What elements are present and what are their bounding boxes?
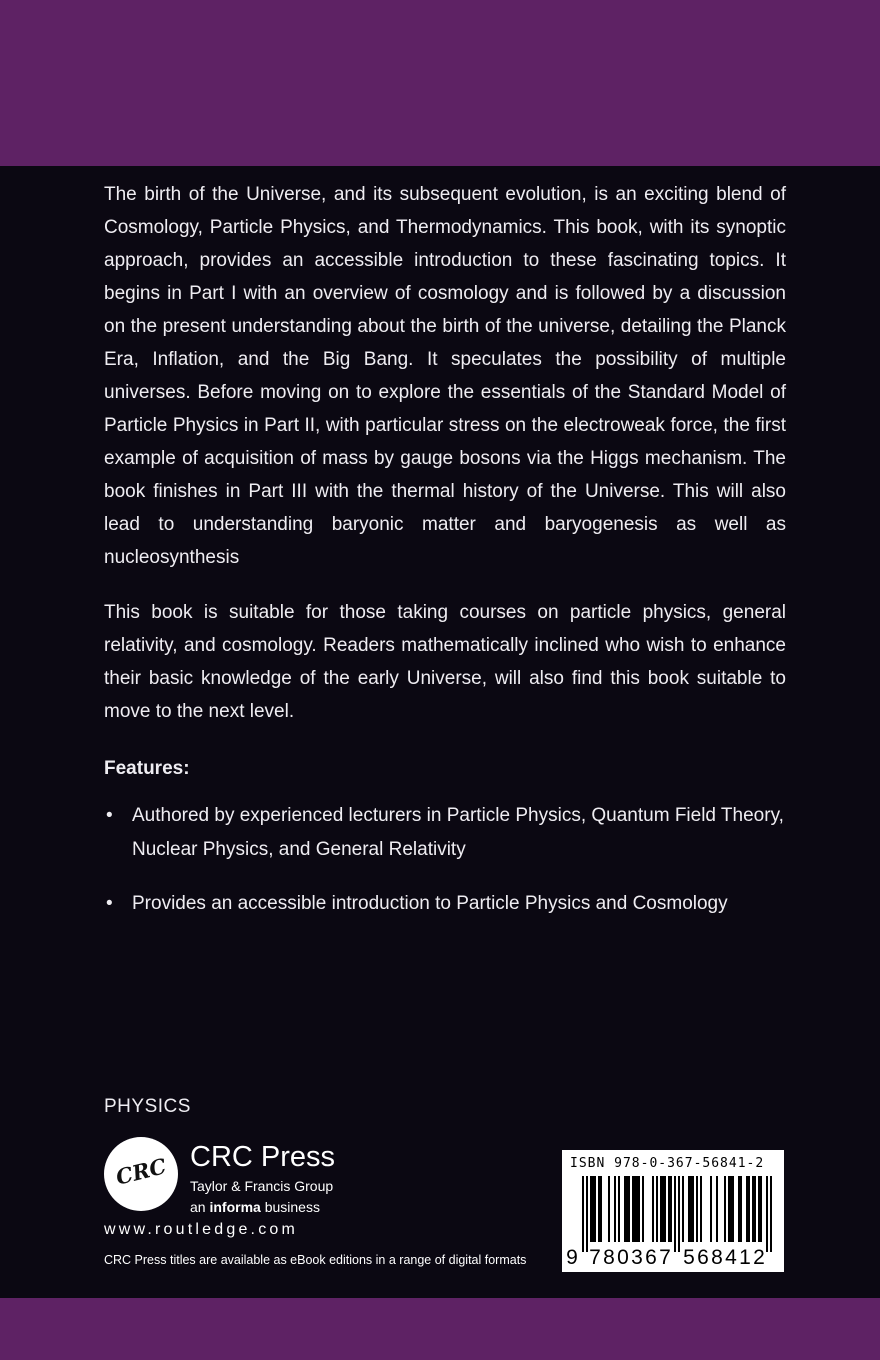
barcode-digit: 8 [603, 1246, 615, 1269]
barcode-bar [634, 1176, 636, 1242]
barcode-bar [724, 1176, 726, 1242]
informa-prefix: an [190, 1199, 210, 1215]
barcode-bar [614, 1176, 616, 1242]
barcode-bar [758, 1176, 760, 1242]
barcode-bar [690, 1176, 692, 1242]
feature-text: Authored by experienced lecturers in Particle Physics, Quantum Field Theory, Nuclear Physics, and General Relativity [132, 805, 784, 860]
informa-brand: informa [209, 1199, 261, 1215]
ebook-note: CRC Press titles are available as eBook editions in a range of digital formats [104, 1253, 527, 1267]
barcode-bar [618, 1176, 620, 1242]
barcode-digit: 7 [589, 1246, 601, 1269]
barcode-digit: 1 [739, 1246, 751, 1269]
barcode-bar [700, 1176, 702, 1242]
informa-business-line [190, 1198, 320, 1216]
barcode-bar [710, 1176, 712, 1242]
barcode-bar [674, 1176, 676, 1252]
barcode-bar [626, 1176, 628, 1242]
barcode-digit: 5 [683, 1246, 695, 1269]
barcode-bar [732, 1176, 734, 1242]
barcode-bar [598, 1176, 600, 1242]
barcode-bar [730, 1176, 732, 1242]
barcode-bar [754, 1176, 756, 1242]
publisher-name: CRC Press [190, 1141, 336, 1173]
publisher-group: Taylor & Francis Group [190, 1178, 334, 1194]
barcode-digit: 7 [659, 1246, 671, 1269]
back-cover-text [104, 178, 786, 941]
publisher-url[interactable]: www.routledge.com [104, 1221, 299, 1238]
crc-logo-icon [104, 1137, 178, 1211]
barcode-bar [692, 1176, 694, 1242]
isbn-label: ISBN 978-0-367-56841-2 [570, 1156, 765, 1171]
barcode-bar [728, 1176, 730, 1242]
subject-category: PHYSICS [104, 1096, 191, 1117]
bullet-icon: • [106, 893, 113, 914]
features-heading: Features: [104, 758, 190, 779]
barcode-bar [590, 1176, 592, 1242]
feature-item [104, 799, 786, 867]
top-color-band [0, 0, 880, 166]
barcode-bar [652, 1176, 654, 1242]
barcode-bar [636, 1176, 638, 1242]
barcode-digit: 6 [697, 1246, 709, 1269]
barcode-bar [682, 1176, 684, 1242]
features-list [104, 799, 786, 921]
isbn-barcode [562, 1150, 784, 1272]
feature-text: Provides an accessible introduction to Particle Physics and Cosmology [132, 893, 728, 914]
barcode-bar [752, 1176, 754, 1242]
barcode-digit: 6 [645, 1246, 657, 1269]
barcode-bar [740, 1176, 742, 1242]
informa-suffix: business [260, 1199, 320, 1215]
barcode-bar [660, 1176, 662, 1242]
barcode-digit: 4 [725, 1246, 737, 1269]
barcode-bar [656, 1176, 658, 1242]
barcode-bar [766, 1176, 768, 1252]
barcode-bar [624, 1176, 626, 1242]
barcode-digit: 8 [711, 1246, 723, 1269]
barcode-bar [592, 1176, 594, 1242]
bottom-color-band [0, 1298, 880, 1360]
barcode-digit: 2 [753, 1246, 765, 1269]
bullet-icon: • [106, 805, 113, 826]
barcode-bar [770, 1176, 772, 1252]
barcode-graphic [562, 1150, 784, 1272]
barcode-bar [600, 1176, 602, 1242]
barcode-bar [668, 1176, 670, 1242]
description-paragraph-1: The birth of the Universe, and its subsequent evolution, is an exciting blend of Cosmology, Particle Physics, and Thermodynamics. This book, with its synoptic approach, provides an accessible introduction to these fascinating topics. It begins in Part I with an overview of cosmology and is followed by a discussion on the present understanding about the birth of the universe, detailing the Planck Era, Inflation, and the Big Bang. It speculates the possibility of multiple universes. Before moving on to explore the essentials of the Standard Model of Particle Physics in Part II, with particular stress on the electroweak force, the first example of acquisition of mass by gauge bosons via the Higgs mechanism. The book finishes in Part III with the thermal history of the Universe. This will also lead to understanding baryonic matter and baryogenesis as well as nucleosynthesis [104, 184, 786, 568]
barcode-bar [664, 1176, 666, 1242]
barcode-bar [738, 1176, 740, 1242]
barcode-bar [748, 1176, 750, 1242]
barcode-bar [594, 1176, 596, 1242]
barcode-bar [688, 1176, 690, 1242]
barcode-bar [582, 1176, 584, 1252]
barcode-digit: 3 [631, 1246, 643, 1269]
barcode-bar [586, 1176, 588, 1252]
description-paragraph-2: This book is suitable for those taking courses on particle physics, general relativity, and cosmology. Readers mathematically inclined who wish to enhance their basic knowledge of the early Universe, will also find this book suitable to move to the next level. [104, 602, 786, 722]
barcode-bar [696, 1176, 698, 1242]
barcode-bar [716, 1176, 718, 1242]
logo-text: CRC [113, 1153, 169, 1190]
barcode-bar [642, 1176, 644, 1242]
barcode-bar [628, 1176, 630, 1242]
barcode-bar [662, 1176, 664, 1242]
barcode-bar [760, 1176, 762, 1242]
barcode-digit: 9 [566, 1246, 578, 1269]
barcode-bar [638, 1176, 640, 1242]
barcode-bar [746, 1176, 748, 1242]
barcode-bar [670, 1176, 672, 1242]
barcode-bar [678, 1176, 680, 1252]
barcode-digit: 0 [617, 1246, 629, 1269]
barcode-bar [632, 1176, 634, 1242]
barcode-bar [608, 1176, 610, 1242]
feature-item [104, 887, 786, 921]
publisher-block [104, 1137, 404, 1217]
